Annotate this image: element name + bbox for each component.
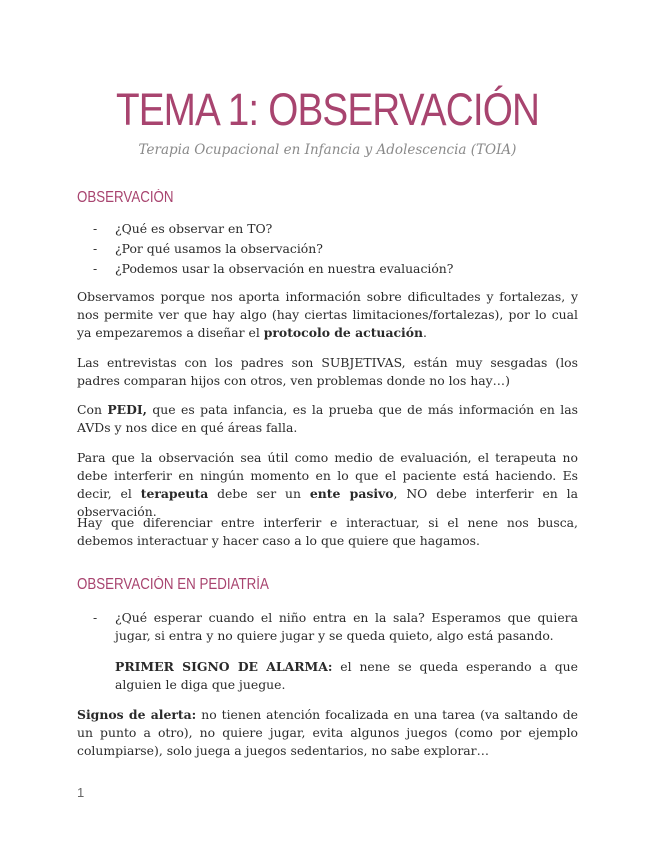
list-item: - ¿Podemos usar la observación en nuestra evaluación?	[77, 259, 578, 279]
alarm-sign-note	[115, 658, 578, 694]
bold-term-alarma: PRIMER SIGNO DE ALARMA:	[115, 659, 333, 674]
paragraph-text: Hay que diferenciar entre interferir e interactuar, si el nene nos busca, debemos interactuar y hacer caso a lo que quiere que hagamos.	[77, 515, 578, 548]
paragraph-text: Con	[77, 402, 108, 417]
list-item: - ¿Por qué usamos la observación?	[77, 239, 578, 259]
list-item: - ¿Qué esperar cuando el niño entra en la sala? Esperamos que quiera jugar, si entra y no quiere jugar y se queda quieto, algo está pasando.	[77, 609, 578, 645]
section-heading-observacion: OBSERVACIÓN	[77, 189, 174, 206]
bold-term-ente-pasivo: ente pasivo	[309, 486, 394, 501]
paragraph-text: no tienen atención focalizada en una tarea (va saltando de un punto a otro), no quiere jugar, evita algunos juegos (como por ejemplo columpiarse), solo juega a juegos sedentarios, no sabe explorar…	[77, 707, 578, 758]
paragraph-observamos	[77, 288, 578, 342]
bold-term-pedi: PEDI,	[107, 402, 147, 417]
paragraph-entrevistas	[77, 354, 578, 390]
paragraph-interferir	[77, 514, 578, 550]
paragraph-text: Las entrevistas con los padres son SUBJETIVAS, están muy sesgadas (los padres comparan hijos con otros, ven problemas donde no los hay…)	[77, 355, 578, 388]
page-subtitle: Terapia Ocupacional en Infancia y Adolescencia (TOIA)	[138, 142, 517, 158]
page-number: 1	[77, 785, 85, 800]
paragraph-text: , NO debe interferir en la observación.	[77, 486, 579, 519]
page-title: TEMA 1: OBSERVACIÓN	[115, 84, 540, 135]
paragraph-signos-alerta	[77, 706, 578, 760]
bold-term-terapeuta: terapeuta	[140, 486, 209, 501]
list-item: - ¿Qué es observar en TO?	[77, 219, 578, 239]
bold-term-protocolo: protocolo de actuación	[263, 325, 423, 340]
paragraph-pedi	[77, 401, 578, 437]
paragraph-text: debe ser un	[208, 486, 310, 501]
section-pediatria-bullet	[77, 609, 578, 645]
question-list	[77, 219, 578, 279]
section-observacion-questions	[77, 219, 578, 279]
paragraph-text: .	[423, 325, 427, 340]
section-heading-pediatria: OBSERVACIÓN EN PEDIATRÍA	[77, 576, 269, 593]
bold-term-signos: Signos de alerta:	[77, 707, 197, 722]
paragraph-text: Para que la observación sea útil como medio de evaluación, el terapeuta no debe interferir en ningún momento en lo que el paciente está haciendo. Es decir, el	[77, 450, 578, 501]
paragraph-text: que es pata infancia, es la prueba que de más información en las AVDs y nos dice en qué áreas falla.	[77, 402, 578, 435]
paragraph-text: Observamos porque nos aporta información sobre dificultades y fortalezas, y nos permite ver que hay algo (hay ciertas limitaciones/fortalezas), por lo cual ya empezaremos a diseñar el	[77, 289, 578, 340]
paragraph-utilidad	[77, 449, 578, 521]
expectation-list	[77, 609, 578, 645]
paragraph-text: el nene se queda esperando a que alguien le diga que juegue.	[115, 659, 578, 692]
